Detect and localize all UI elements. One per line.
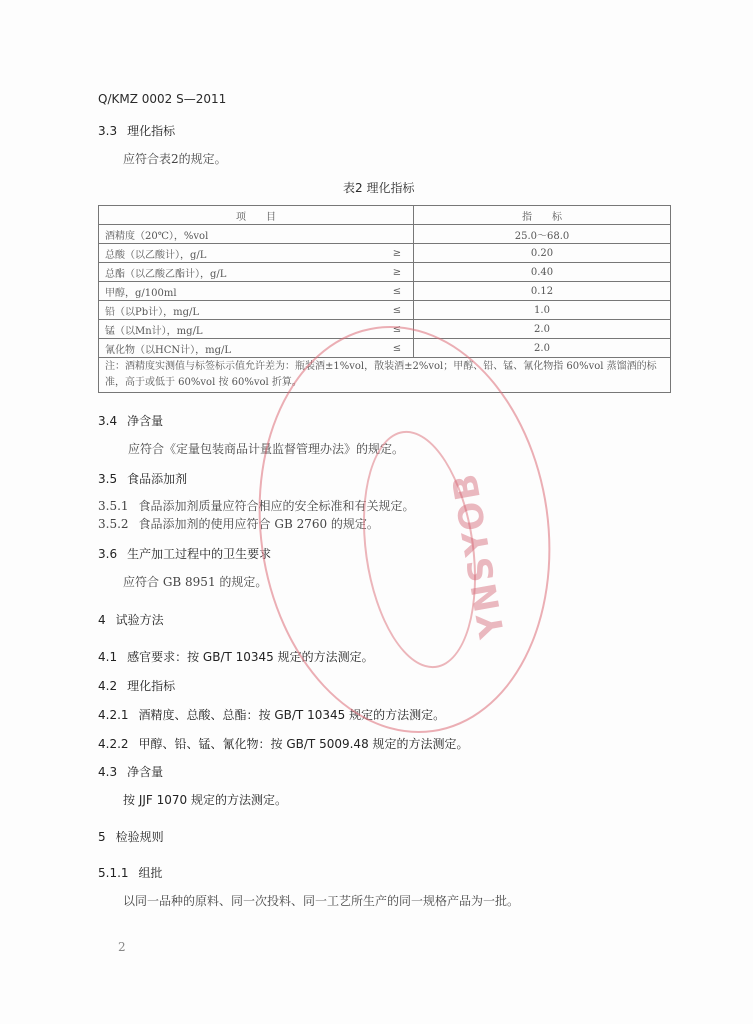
section-number: 3.4 (98, 414, 118, 428)
table-row (99, 282, 671, 301)
document-code: Q/KMZ 0002 S—2011 (98, 92, 227, 106)
row-item: 甲醇，g/100ml (99, 282, 382, 301)
section-text: 食品添加剂的使用应符合 GB 2760 的规定。 (138, 517, 379, 531)
section-title: 理化指标 (127, 124, 176, 138)
section-3-3 (98, 122, 175, 139)
section-number: 3.3 (98, 124, 118, 138)
section-number: 3.5.1 (98, 499, 129, 513)
row-value: 1.0 (414, 301, 671, 320)
section-text: 感官要求：按 GB/T 10345 规定的方法测定。 (127, 650, 374, 664)
seal-text: YNSYOB (444, 468, 514, 642)
section-text: 酒精度、总酸、总酯：按 GB/T 10345 规定的方法测定。 (138, 708, 446, 722)
section-number: 4 (98, 613, 106, 627)
row-item: 铅（以Pb计），mg/L (99, 301, 382, 320)
row-operator: ≥ (381, 244, 414, 263)
page-number: 2 (118, 940, 126, 954)
section-3-4 (98, 412, 163, 429)
header-item: 项 目 (99, 206, 414, 225)
section-number: 4.2.1 (98, 708, 129, 722)
row-value: 25.0～68.0 (414, 225, 671, 244)
section-4-3 (98, 763, 163, 780)
section-title: 生产加工过程中的卫生要求 (127, 547, 272, 561)
table-title: 表2 理化指标 (343, 181, 415, 195)
row-operator (381, 225, 414, 244)
row-operator: ≤ (381, 320, 414, 339)
row-item: 氰化物（以HCN计），mg/L (99, 339, 382, 358)
section-4-2 (98, 677, 175, 694)
section-4-2-2 (98, 735, 469, 752)
section-4 (98, 611, 164, 628)
section-5 (98, 828, 164, 845)
section-4-3-text: 按 JJF 1070 规定的方法测定。 (123, 793, 287, 807)
section-text: 食品添加剂质量应符合相应的安全标准和有关规定。 (138, 499, 415, 513)
section-3-5 (98, 470, 187, 487)
section-number: 3.5.2 (98, 517, 129, 531)
section-text: 甲醇、铅、锰、氰化物：按 GB/T 5009.48 规定的方法测定。 (138, 737, 469, 751)
row-operator: ≥ (381, 263, 414, 282)
row-operator: ≤ (381, 339, 414, 358)
section-number: 4.1 (98, 650, 118, 664)
section-3-3-text: 应符合表2的规定。 (123, 152, 227, 166)
row-value: 0.40 (414, 263, 671, 282)
row-value: 2.0 (414, 339, 671, 358)
section-number: 5.1.1 (98, 866, 129, 880)
row-operator: ≤ (381, 301, 414, 320)
table-row (99, 244, 671, 263)
table-header-row (99, 206, 671, 225)
section-title: 食品添加剂 (127, 472, 188, 486)
table-row (99, 301, 671, 320)
row-value: 2.0 (414, 320, 671, 339)
row-item: 总酯（以乙酸乙酯计），g/L (99, 263, 382, 282)
row-operator: ≤ (381, 282, 414, 301)
section-title: 组批 (138, 866, 163, 880)
section-3-6-text: 应符合 GB 8951 的规定。 (123, 575, 268, 589)
section-number: 4.2.2 (98, 737, 129, 751)
row-value: 0.12 (414, 282, 671, 301)
header-value: 指 标 (414, 206, 671, 225)
section-title: 净含量 (127, 765, 164, 779)
section-5-1-1-text: 以同一品种的原料、同一次投料、同一工艺所生产的同一规格产品为一批。 (123, 894, 520, 908)
section-3-6 (98, 545, 271, 562)
section-title: 检验规则 (115, 830, 164, 844)
section-title: 净含量 (127, 414, 164, 428)
row-item: 总酸（以乙酸计），g/L (99, 244, 382, 263)
row-item: 锰（以Mn计），mg/L (99, 320, 382, 339)
section-title: 理化指标 (127, 679, 176, 693)
section-number: 3.6 (98, 547, 118, 561)
table-note: 注：酒精度实测值与标签标示值允许差为：瓶装酒±1%vol，散装酒±2%vol；甲醇、铅、锰、氰化物指 60%vol 蒸馏酒的标准，高于或低于 60%vol 按 60%vol 折算。 (99, 358, 671, 393)
table-row (99, 263, 671, 282)
section-number: 3.5 (98, 472, 118, 486)
section-number: 4.2 (98, 679, 118, 693)
row-item: 酒精度（20℃），%vol (99, 225, 382, 244)
table-row (99, 225, 671, 244)
section-5-1-1 (98, 864, 163, 881)
section-number: 4.3 (98, 765, 118, 779)
section-3-4-text: 应符合《定量包装商品计量监督管理办法》的规定。 (128, 442, 405, 456)
section-title: 试验方法 (115, 613, 164, 627)
row-value: 0.20 (414, 244, 671, 263)
section-number: 5 (98, 830, 106, 844)
